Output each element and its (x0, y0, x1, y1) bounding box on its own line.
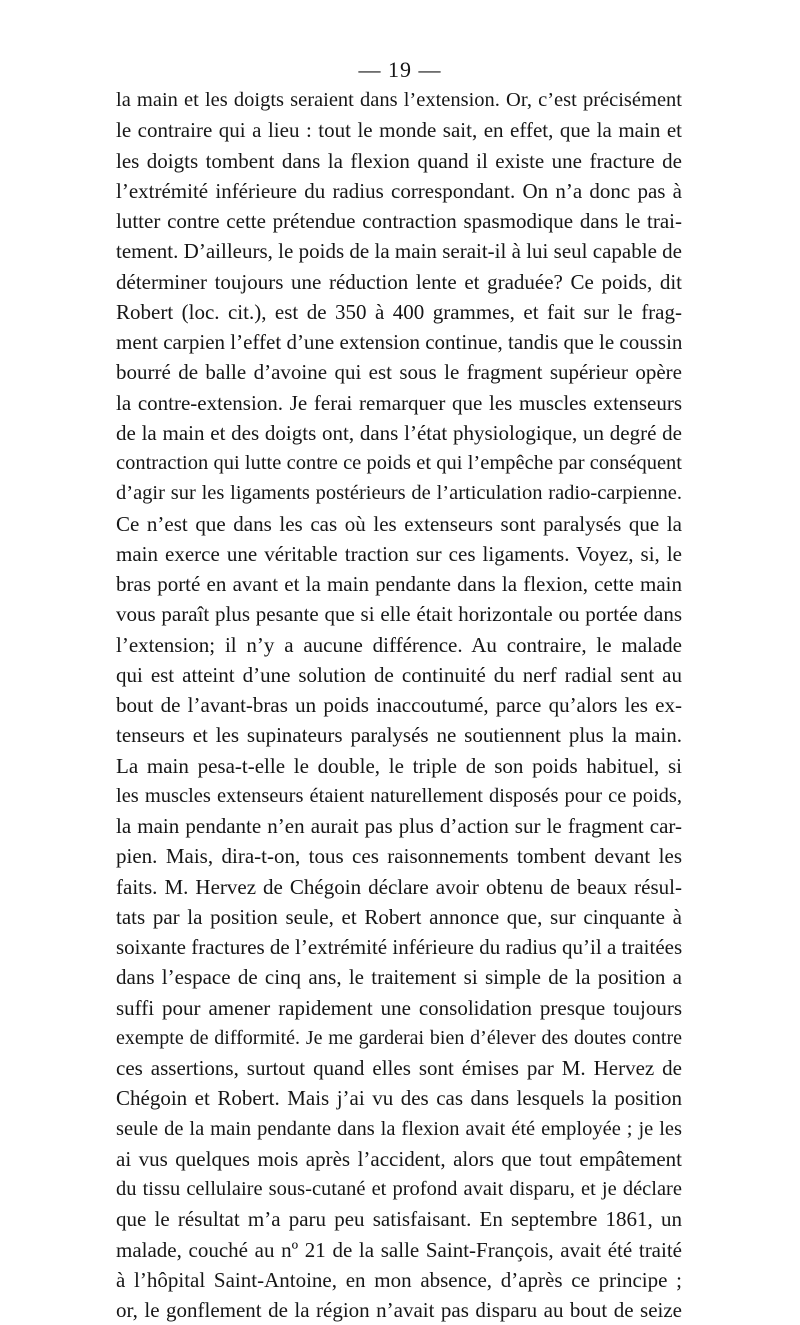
text-line: du tissu cellulaire sous-cutané et profond avait disparu, et je déclare (116, 1178, 682, 1200)
text-line: main exerce une véritable traction sur ces ligaments. Voyez, si, le (116, 541, 682, 566)
text-line: Chégoin et Robert. Mais j’ai vu des cas dans lesquels la position (116, 1086, 682, 1111)
text-line: faits. M. Hervez de Chégoin déclare avoir obtenu de beaux résul- (116, 874, 682, 899)
text-line: la contre-extension. Je ferai remarquer que les muscles extenseurs (116, 390, 682, 415)
text-line: que le résultat m’a paru peu satisfaisant. En septembre 1861, un (116, 1207, 682, 1232)
text-line: lutter contre cette prétendue contraction spasmodique dans le trai- (116, 209, 682, 233)
text-line: tats par la position seule, et Robert annonce que, sur cinquante à (116, 904, 682, 929)
text-line: les muscles extenseurs étaient naturellement disposés pour ce poids, (116, 784, 682, 807)
text-line: de la main et des doigts ont, dans l’état physiologique, un degré de (116, 420, 682, 445)
text-line: tement. D’ailleurs, le poids de la main serait-il à lui seul capable de (116, 239, 682, 264)
text-line: tenseurs et les supinateurs paralysés ne soutiennent plus la main. (116, 723, 682, 748)
text-line: bras porté en avant et la main pendante dans la flexion, cette main (116, 572, 682, 596)
text-line: la main pendante n’en aurait pas plus d’action sur le fragment car- (116, 814, 682, 838)
text-line: suffi pour amener rapidement une consolidation presque toujours (116, 995, 682, 1020)
text-line: déterminer toujours une réduction lente et graduée? Ce poids, dit (116, 269, 682, 294)
text-line: soixante fractures de l’extrémité inférieure du radius qu’il a traitées (116, 935, 682, 959)
text-line: bout de l’avant-bras un poids inaccoutumé, parce qu’alors les ex- (116, 693, 682, 717)
text-line: Robert (loc. cit.), est de 350 à 400 grammes, et fait sur le frag- (116, 299, 682, 324)
text-line: ai vus quelques mois après l’accident, alors que tout empâtement (116, 1146, 682, 1171)
text-line: exempte de difformité. Je me garderai bien d’élever des doutes contre (116, 1026, 682, 1049)
body-text (116, 85, 682, 1325)
text-line: malade, couché au nº 21 de la salle Saint-François, avait été traité (116, 1237, 682, 1262)
text-line: pien. Mais, dira-t-on, tous ces raisonnements tombent devant les (116, 844, 682, 869)
text-line: dans l’espace de cinq ans, le traitement si simple de la position a (116, 965, 682, 990)
text-line: Ce n’est que dans les cas où les extenseurs sont paralysés que la (116, 511, 682, 536)
text-line: à l’hôpital Saint-Antoine, en mon absence, d’après ce principe ; (116, 1267, 682, 1292)
text-line: contraction qui lutte contre ce poids et qui l’empêche par conséquent (116, 452, 682, 474)
text-line: qui est atteint d’une solution de continuité du nerf radial sent au (116, 662, 682, 687)
page-number: — 19 — (358, 57, 442, 82)
text-line: bourré de balle d’avoine qui est sous le fragment supérieur opère (116, 360, 682, 385)
text-line: vous paraît plus pesante que si elle était horizontale ou portée dans (116, 602, 682, 627)
text-line: l’extension; il n’y a aucune différence. Au contraire, le malade (116, 632, 682, 657)
text-line: la main et les doigts seraient dans l’extension. Or, c’est précisément (116, 89, 682, 111)
text-line: seule de la main pendante dans la flexion avait été employée ; je les (116, 1117, 682, 1140)
text-line: les doigts tombent dans la flexion quand il existe une fracture de (116, 148, 682, 173)
text-line: or, le gonflement de la région n’avait pas disparu au bout de seize (116, 1298, 682, 1322)
text-line: La main pesa-t-elle le double, le triple de son poids habituel, si (116, 753, 682, 778)
text-line: ces assertions, surtout quand elles sont émises par M. Hervez de (116, 1056, 682, 1080)
text-line: ment carpien l’effet d’une extension continue, tandis que le coussin (116, 330, 682, 354)
text-line: l’extrémité inférieure du radius correspondant. On n’a donc pas à (116, 178, 682, 203)
text-line: d’agir sur les ligaments postérieurs de l’articulation radio-carpienne. (116, 482, 682, 505)
text-line: le contraire qui a lieu : tout le monde sait, en effet, que la main et (116, 118, 682, 143)
